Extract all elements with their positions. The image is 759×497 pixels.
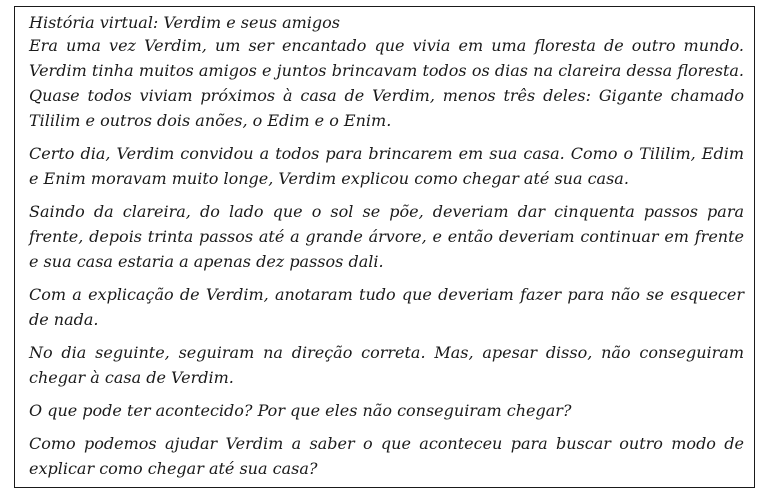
paragraph-3: Saindo da clareira, do lado que o sol se põe, deveriam dar cinquenta passos para frente, depois trinta passos até a grande árvore, e então deveriam continuar em frente e sua casa estaria a apenas dez passos dali. [29, 202, 744, 271]
paragraph-4: Com a explicação de Verdim, anotaram tudo que deveriam fazer para não se esquecer de nada. [29, 285, 744, 329]
question-1: O que pode ter acontecido? Por que eles não conseguiram chegar? [29, 401, 572, 420]
question-2: Como podemos ajudar Verdim a saber o que aconteceu para buscar outro modo de explicar como chegar até sua casa? [29, 434, 744, 478]
paragraph-2: Certo dia, Verdim convidou a todos para brincarem em sua casa. Como o Tililim, Edim e Enim moravam muito longe, Verdim explicou como chegar até sua casa. [29, 144, 744, 188]
story-box [14, 6, 755, 488]
paragraph-5: No dia seguinte, seguiram na direção correta. Mas, apesar disso, não conseguiram chegar à casa de Verdim. [29, 343, 744, 387]
story-title: História virtual: Verdim e seus amigos [29, 13, 340, 32]
paragraph-1: Era uma vez Verdim, um ser encantado que vivia em uma floresta de outro mundo. Verdim tinha muitos amigos e juntos brincavam todos os dias na clareira dessa floresta. Quase todos viviam próximos à casa de Verdim, menos três deles: Gigante chamado Tililim e outros dois anões, o Edim e o Enim. [29, 36, 744, 130]
